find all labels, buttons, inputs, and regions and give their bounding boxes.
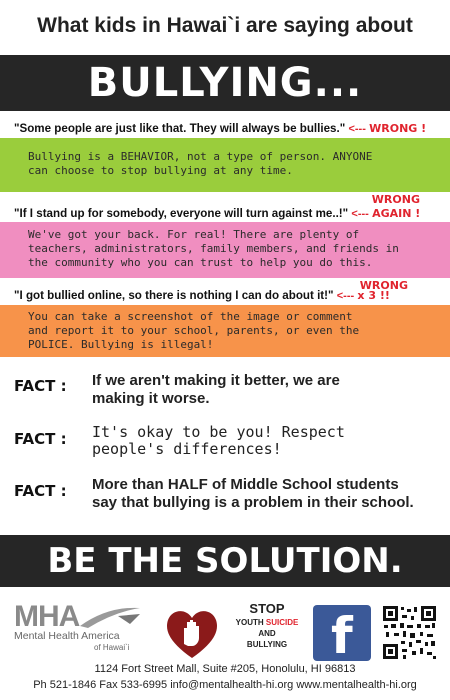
response-line: Bullying is a BEHAVIOR, not a type of person. ANYONE [28, 150, 373, 163]
youth-text: YOUTH [235, 618, 264, 627]
myth-quote-text: "If I stand up for somebody, everyone will turn against me..!" [14, 207, 349, 220]
response-line: We've got your back. For real! There are plenty of [28, 228, 360, 241]
fact-line: making it worse. [92, 390, 210, 407]
myth-response-2 [0, 222, 450, 278]
fact-line: If we aren't making it better, we are [92, 372, 340, 389]
response-line: and report it to your school, parents, or even the [28, 324, 360, 337]
times-three-label: x 3 !! [357, 289, 390, 302]
qr-code [381, 604, 438, 661]
response-line: POLICE. Bullying is illegal! [28, 338, 214, 351]
bullying-text: BULLYING [246, 640, 288, 649]
poster-title: BULLYING... [87, 60, 363, 106]
response-line: teachers, administrators, family members, and friends in [28, 242, 399, 255]
fact-line: say that bullying is a problem in their school. [92, 494, 414, 511]
fact-label: FACT : [14, 377, 67, 395]
myth-quote-1 [14, 122, 426, 135]
myth-quote-3 [14, 289, 390, 302]
hand-heart-logo [162, 604, 222, 662]
mha-sub: of Hawai`i [94, 643, 130, 652]
fact-3 [92, 476, 414, 512]
fact-line: people's differences! [92, 440, 282, 458]
mha-swoosh-icon [78, 604, 142, 630]
myth-quote-text: "Some people are just like that. They will always be bullies." [14, 122, 346, 135]
mha-logo[interactable] [14, 600, 149, 660]
response-line: You can take a screenshot of the image or comment [28, 310, 353, 323]
fact-line: More than HALF of Middle School students [92, 476, 399, 493]
again-label: AGAIN ! [372, 207, 421, 220]
fact-2 [92, 424, 345, 458]
title-bar [0, 55, 450, 111]
solution-title: BE THE SOLUTION. [47, 541, 403, 581]
wrong-label: WRONG [359, 279, 408, 292]
footer-contact: Ph 521-1846 Fax 533-6995 info@mentalhealth-hi.org www.mentalhealth-hi.org [33, 679, 417, 691]
mha-letters: MHA [14, 600, 80, 633]
wrong-label: WRONG ! [369, 122, 427, 135]
myth-response-3 [0, 305, 450, 357]
mha-name: Mental Health America [14, 630, 120, 642]
solution-bar [0, 535, 450, 587]
fact-label: FACT : [14, 430, 67, 448]
response-line: the community who you can trust to help you do this. [28, 256, 373, 269]
fact-line: It's okay to be you! Respect [92, 423, 345, 441]
fact-1 [92, 372, 340, 408]
wrong-label: WRONG [371, 193, 420, 206]
and-text: AND [258, 629, 276, 638]
myth-quote-2 [14, 207, 420, 220]
facebook-icon: f [331, 607, 353, 665]
footer-address: 1124 Fort Street Mall, Suite #205, Honolulu, HI 96813 [94, 663, 356, 675]
stop-youth-suicide-logo [232, 601, 302, 661]
myth-response-1 [0, 138, 450, 192]
arrow-icon: <--- [348, 123, 366, 135]
myth-quote-text: "I got bullied online, so there is nothing I can do about it!" [14, 289, 334, 302]
fact-label: FACT : [14, 482, 67, 500]
header-line: What kids in Hawai`i are saying about [37, 14, 413, 37]
response-line: can choose to stop bullying at any time. [28, 164, 293, 177]
arrow-icon: <--- [351, 208, 369, 220]
suicide-text: SUICIDE [265, 618, 299, 627]
hand-heart-icon [162, 604, 222, 662]
qr-code-icon [381, 604, 438, 661]
stop-text: STOP [249, 601, 285, 616]
facebook-logo[interactable] [313, 605, 371, 665]
arrow-icon: <--- [336, 290, 355, 302]
